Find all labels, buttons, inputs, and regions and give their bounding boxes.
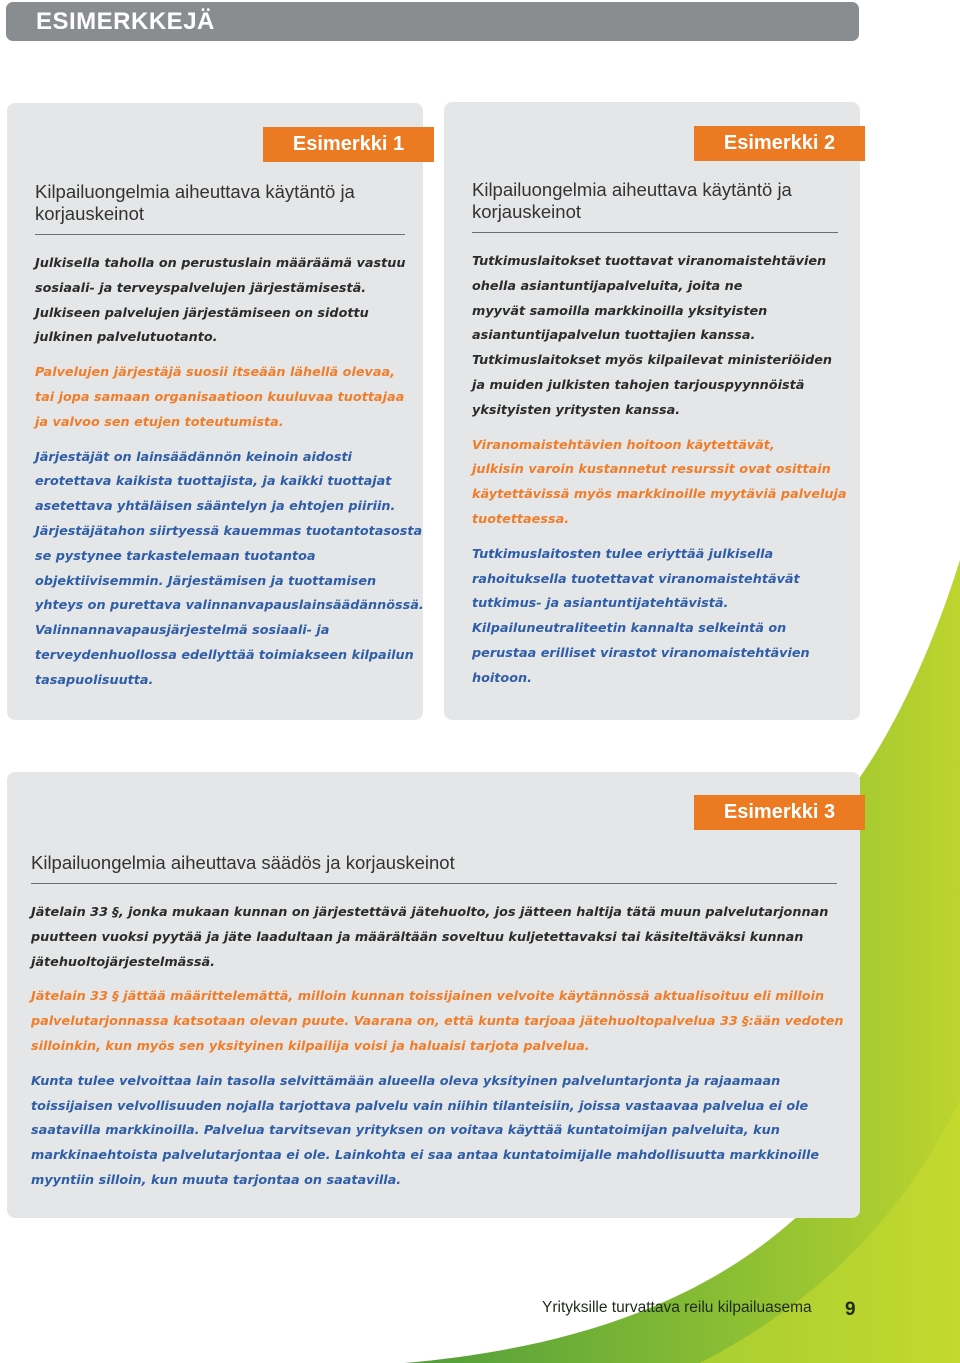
example-body-1 <box>35 252 424 694</box>
heading-divider <box>35 234 405 235</box>
example-tag-2: Esimerkki 2 <box>694 126 865 161</box>
section-title: ESIMERKKEJÄ <box>36 8 215 35</box>
problem-paragraph: Tutkimuslaitokset tuottavat viranomaistehtävien ohella asiantuntijapalveluita, joita ne myyvät samoilla markkinoilla yksityisten asiantuntijapalvelun tuottajien kanssa. Tutkimuslaitokset myös kilpailevat ministeriöiden ja muiden julkisten tahojen tarjouspyynnöistä yksityisten yritysten kanssa. <box>472 254 833 418</box>
example-card-3 <box>7 772 860 1218</box>
section-header-bar <box>6 2 859 41</box>
remedy-paragraph: Kunta tulee velvoittaa lain tasolla selvittämään alueella oleva yksityinen palveluntarjonta ja rajaamaan toissijaisen velvollisuuden nojalla tarjottava palvelu vain niihin tilanteisiin, joissa vastaavaa palvelua ei ole saatavilla markkinoilla. Palvelua tarvitsevan yrityksen on voitava käyttää kuntatoimijan palveluita, kun markkinaehtoista palvelutarjontaa ei ole. Lainkohta ei saa antaa kuntatoimijalle mahdollisuutta markkinoille myyntiin silloin, kun muuta tarjontaa on saatavilla. <box>31 1073 820 1188</box>
problem-paragraph: Julkisella taholla on perustuslain määräämä vastuu sosiaali- ja terveyspalvelujen järjestämisestä. Julkiseen palvelujen järjestämiseen on sidottu julkinen palvelutuotanto. <box>35 256 406 346</box>
heading-divider <box>472 232 838 233</box>
example-heading-2: Kilpailuongelmia aiheuttava käytäntö ja korjauskeinot <box>472 179 792 222</box>
remedy-paragraph: Tutkimuslaitosten tulee eriyttää julkisella rahoituksella tuotettavat viranomaistehtävät tutkimus- ja asiantuntijatehtävistä. Kilpailuneutraliteetin kannalta selkeintä on perustaa erilliset virastot viranomaistehtävien hoitoon. <box>472 546 810 686</box>
consequence-paragraph: Jätelain 33 § jättää määrittelemättä, milloin kunnan toissijainen velvoite käytännössä aktualisoituu eli milloin palvelutarjonnassa katsotaan olevan puute. Vaarana on, että kunta tarjoaa jätehuoltopalvelua 33 §:ään vedoten silloinkin, kun myös sen yksityinen kilpailija voisi ja haluaisi tarjota palvelua. <box>31 989 844 1054</box>
example-heading-1: Kilpailuongelmia aiheuttava käytäntö ja korjauskeinot <box>35 181 355 224</box>
example-card-1 <box>7 103 423 720</box>
example-body-3 <box>31 901 844 1194</box>
remedy-paragraph: Järjestäjät on lainsäädännön keinoin aidosti erotettava kaikista tuottajista, ja kaikki tuottajat asetettava yhtäläisen sääntelyn ja ehtojen piiriin. Järjestäjätahon siirtyessä kauemmas tuotantotasosta se pystynee tarkastelemaan tuotantoa objektiivisemmin. Järjestämisen ja tuottamisen yhteys on purettava valinnanvapauslainsäädännössä. Valinnannavapausjärjestelmä sosiaali- ja terveydenhuollossa edellyttää toimiakseen kilpailun tasapuolisuutta. <box>35 449 424 688</box>
consequence-paragraph: Palvelujen järjestäjä suosii itseään lähellä olevaa, tai jopa samaan organisaatioon kuuluvaa tuottajaa ja valvoo sen etujen toteutumista. <box>35 365 405 430</box>
page-number: 9 <box>845 1299 856 1320</box>
example-body-2 <box>472 250 847 692</box>
example-heading-3: Kilpailuongelmia aiheuttava säädös ja korjauskeinot <box>31 852 455 873</box>
example-tag-1: Esimerkki 1 <box>263 127 434 162</box>
problem-paragraph: Jätelain 33 §, jonka mukaan kunnan on järjestettävä jätehuolto, jos jätteen haltija tätä muun palvelutarjonnan puutteen vuoksi pyytää ja jäte laadultaan ja määrältään soveltuu kuljetettavaksi tai käsiteltäväksi kunnan jätehuoltojärjestelmässä. <box>31 905 829 970</box>
heading-divider <box>31 883 837 884</box>
footer-publication-title: Yrityksille turvattava reilu kilpailuasema <box>542 1299 812 1316</box>
example-tag-3: Esimerkki 3 <box>694 795 865 830</box>
consequence-paragraph: Viranomaistehtävien hoitoon käytettävät, julkisin varoin kustannetut resurssit ovat osittain käytettävissä myös markkinoille myytäviä palveluja tuotettaessa. <box>472 437 847 527</box>
example-card-2 <box>444 102 860 720</box>
